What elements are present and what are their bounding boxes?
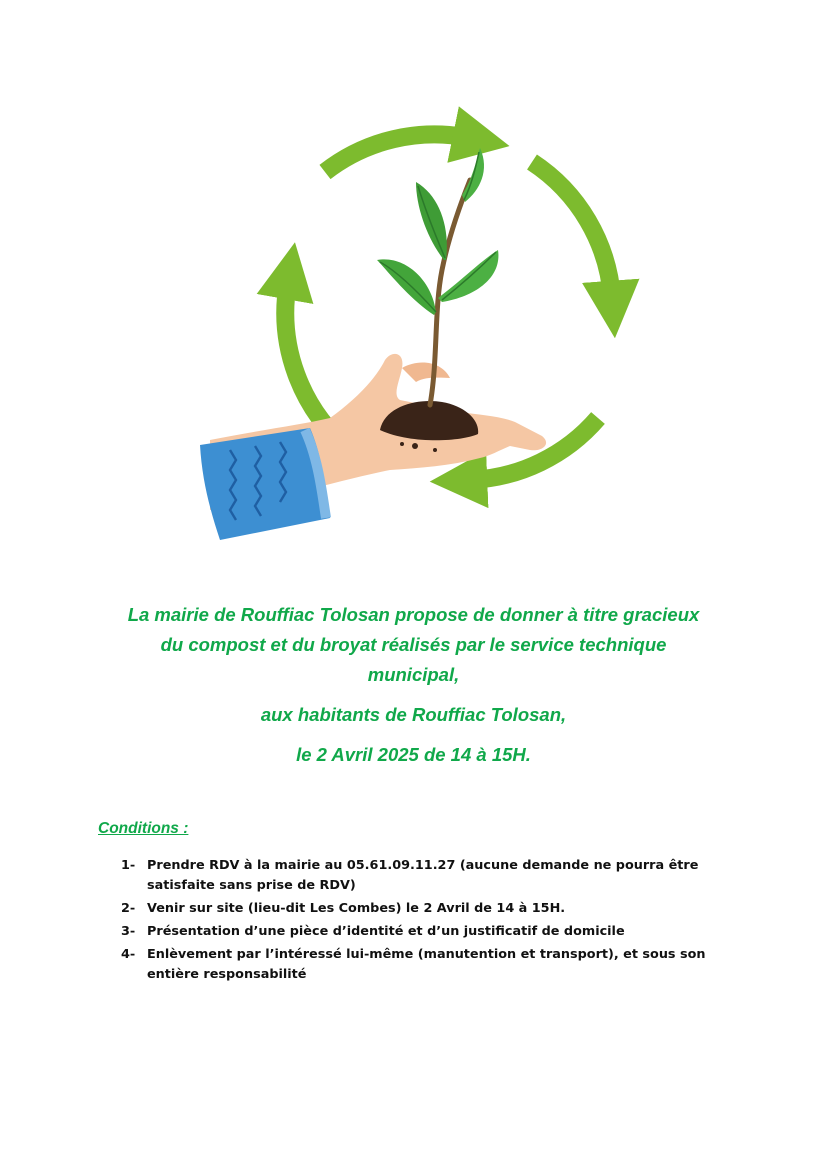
condition-number: 2- — [121, 901, 136, 916]
conditions-list — [121, 856, 731, 988]
headline-line-1: La mairie de Rouffiac Tolosan propose de donner à titre gracieux — [127, 604, 700, 625]
condition-number: 3- — [121, 924, 136, 939]
condition-text: Prendre RDV à la mairie au 05.61.09.11.27 (aucune demande ne pourra être satisfaite sans prise de RDV) — [147, 858, 699, 893]
headline-line-3: municipal, — [367, 664, 460, 685]
condition-text: Présentation d’une pièce d’identité et d’un justificatif de domicile — [147, 924, 625, 939]
conditions-title: Conditions : — [98, 820, 189, 837]
headline-line-2: du compost et du broyat réalisés par le service technique — [160, 634, 667, 655]
headline-line-4: aux habitants de Rouffiac Tolosan, — [260, 704, 567, 725]
condition-number: 4- — [121, 947, 136, 962]
condition-item — [121, 856, 731, 896]
condition-item — [121, 899, 731, 919]
headline-line-5: le 2 Avril 2025 de 14 à 15H. — [296, 744, 531, 765]
announcement-headline — [60, 600, 767, 770]
condition-text: Venir sur site (lieu-dit Les Combes) le 2 Avril de 14 à 15H. — [147, 901, 566, 916]
condition-text: Enlèvement par l’intéressé lui-même (manutention et transport), et sous son entière responsabilité — [147, 947, 706, 982]
condition-number: 1- — [121, 858, 136, 873]
recycle-hand-seedling-icon — [180, 100, 660, 590]
recycle-arrow-top — [325, 134, 470, 172]
condition-item — [121, 945, 731, 985]
condition-item — [121, 922, 731, 942]
recycle-arrow-right — [532, 162, 612, 298]
recycle-hand-seedling-illustration — [180, 100, 660, 590]
